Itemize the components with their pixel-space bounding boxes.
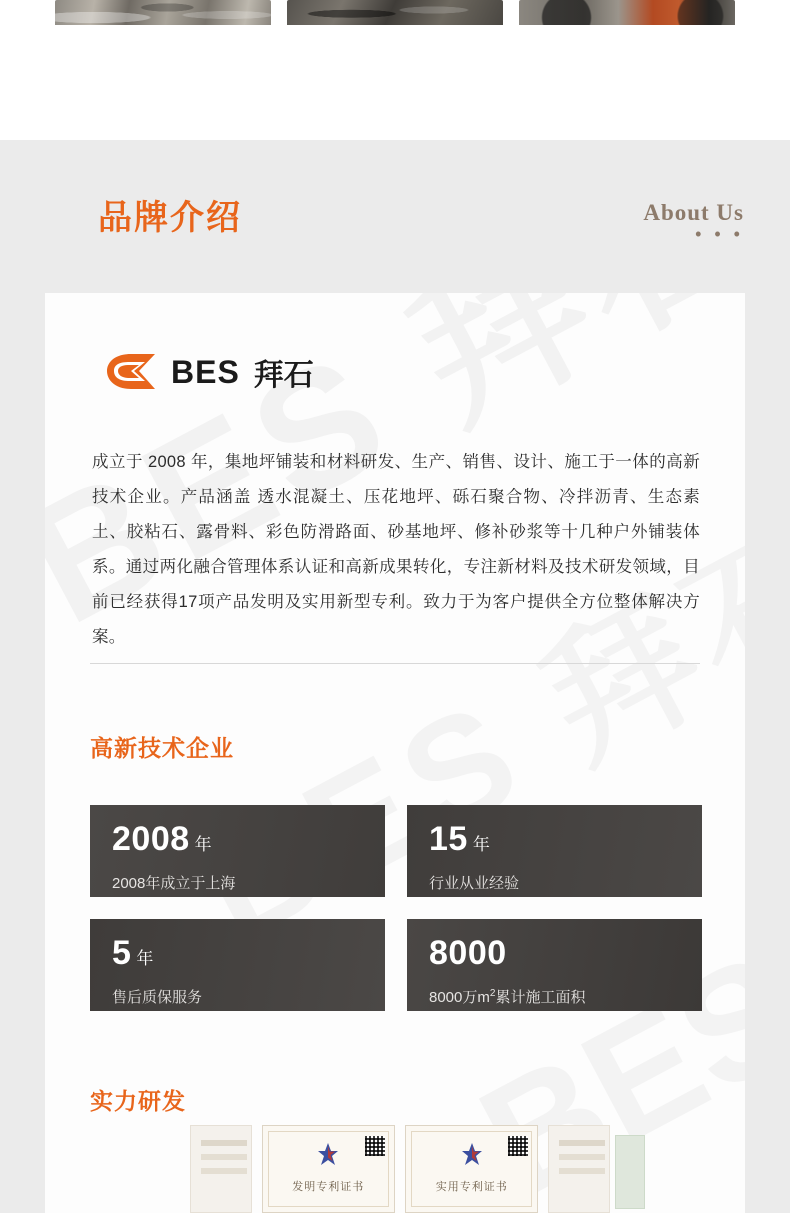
- stat-card-warranty: [90, 919, 385, 1011]
- certificate-thumb-left-ghost[interactable]: [190, 1125, 252, 1213]
- stat-desc-suffix: 累计施工面积: [495, 989, 586, 1006]
- stat-description: 2008年成立于上海: [112, 875, 236, 892]
- certificate-title: 实用专利证书: [435, 1181, 508, 1193]
- stat-description: 行业从业经验: [429, 875, 520, 892]
- stats-grid: [90, 805, 702, 1011]
- stat-card-experience: [407, 805, 702, 897]
- stat-number: [112, 819, 385, 865]
- stat-unit: 年: [136, 949, 154, 968]
- stat-value: 5: [112, 934, 132, 972]
- paving-site-photo-1[interactable]: [55, 0, 271, 25]
- top-photo-strip: [0, 0, 790, 25]
- stat-desc-superscript: 2: [489, 988, 496, 999]
- certificate-utility-patent[interactable]: [405, 1125, 538, 1213]
- stat-value: 2008: [112, 820, 190, 858]
- stat-card-area: [407, 919, 702, 1011]
- section-title-english: About Us: [643, 200, 744, 225]
- national-emblem-icon: [461, 1142, 483, 1168]
- stat-number: [429, 933, 702, 979]
- stat-description: 售后质保服务: [112, 989, 203, 1006]
- white-spacer: [0, 25, 790, 140]
- qr-code-icon: [508, 1136, 528, 1156]
- stat-value: 15: [429, 820, 468, 858]
- brand-logo-text-cn: 拜石: [253, 359, 314, 392]
- stat-card-founded: [90, 805, 385, 897]
- certificate-title: 发明专利证书: [292, 1181, 365, 1193]
- company-description: 成立于 2008 年，集地坪铺装和材料研发、生产、销售、设计、施工于一体的高新技术企业。产品涵盖 透水混凝土、压花地坪、砾石聚合物、冷拌沥青、生态素土、胶粘石、露骨料、彩色防滑路面、砂基地坪、修补砂浆等十几种户外铺装体系。通过两化融合管理体系认证和高新成果转化，专注新材料及技术研发领域，目前已经获得17项产品发明及实用新型专利。致力于为客户提供全方位整体解决方案。: [92, 453, 700, 646]
- stat-description: [429, 986, 702, 1007]
- national-emblem-icon: [317, 1142, 339, 1168]
- stat-unit: 年: [472, 835, 491, 854]
- certificate-thumb-right-ghost[interactable]: [548, 1125, 610, 1213]
- subheading-rnd: 实力研发: [90, 1088, 186, 1114]
- page-title: 品牌介绍: [98, 199, 242, 237]
- qr-code-icon: [365, 1136, 385, 1156]
- brand-logo: [105, 350, 314, 394]
- certificate-decor-right: [615, 1135, 645, 1209]
- certificate-invention-patent[interactable]: [262, 1125, 395, 1213]
- stat-unit: 年: [194, 835, 213, 854]
- paving-site-photo-2[interactable]: [287, 0, 503, 25]
- section-title-english-block: [643, 200, 744, 244]
- section-header-about-us: [0, 190, 790, 260]
- decorative-dots: • • •: [695, 224, 744, 244]
- stat-value: 8000: [429, 934, 507, 972]
- stat-desc-prefix: 8000万m: [429, 989, 490, 1006]
- about-us-card: [45, 293, 745, 1213]
- stat-number: [112, 933, 385, 979]
- brand-logo-text: BES: [171, 353, 240, 390]
- stat-number: [429, 819, 702, 865]
- bes-arrow-logo-icon: [105, 352, 157, 392]
- divider: [90, 663, 700, 664]
- certificate-gallery: [190, 1125, 610, 1213]
- paving-machine-photo-3[interactable]: [519, 0, 735, 25]
- subheading-hi-tech: 高新技术企业: [90, 735, 234, 761]
